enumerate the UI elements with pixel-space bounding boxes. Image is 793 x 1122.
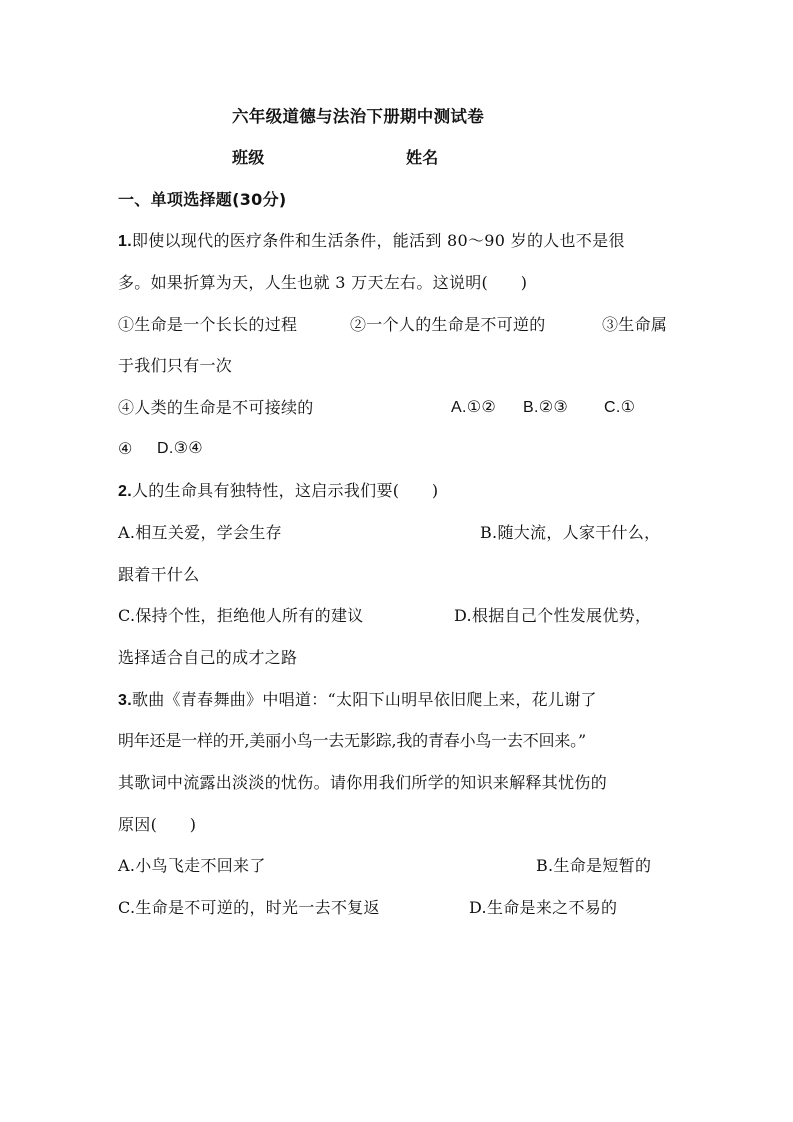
question-1-option-d[interactable]: D.③④ [157, 440, 203, 457]
question-2-option-d-cont[interactable]: 选择适合自己的成才之路 [118, 648, 298, 667]
question-1-statement-3: ③生命属 [602, 315, 668, 334]
question-1-option-a[interactable]: A.①② [451, 399, 497, 416]
question-3-stem-line-1 [118, 688, 597, 712]
question-2-stem [118, 479, 438, 503]
question-3-stem-line-3: 其歌词中流露出淡淡的忧伤。请你用我们所学的知识来解释其忧伤的 [118, 773, 608, 792]
question-2-option-a[interactable]: A.相互关爱，学会生存 [118, 523, 282, 542]
question-3-option-d[interactable]: D.生命是来之不易的 [469, 898, 618, 917]
question-1-statement-3-cont: 于我们只有一次 [118, 356, 233, 375]
section-heading: 一、单项选择题(30分) [118, 190, 287, 209]
question-1-stem-line-2: 多。如果折算为天，人生也就 3 万天左右。这说明( ) [118, 273, 528, 292]
question-2-option-d[interactable]: D.根据自己个性发展优势， [454, 606, 652, 625]
question-2-option-b-cont[interactable]: 跟着干什么 [118, 565, 200, 584]
question-1-statement-2: ②一个人的生命是不可逆的 [350, 315, 546, 334]
question-3-option-a[interactable]: A.小鸟飞走不回来了 [118, 856, 266, 875]
name-label: 姓名 [406, 148, 439, 167]
question-3-option-b[interactable]: B.生命是短暂的 [536, 856, 652, 875]
question-1-stem-text-1: 即使以现代的医疗条件和生活条件，能活到 80～90 岁的人也不是很 [131, 231, 625, 250]
question-1-option-c-cont[interactable]: ④ [118, 439, 133, 458]
question-3-stem-text-1: 歌曲《青春舞曲》中唱道：“太阳下山明早依旧爬上来，花儿谢了 [131, 690, 597, 709]
question-1-number: 1. [118, 233, 132, 250]
question-1-statement-4: ④人类的生命是不可接续的 [118, 398, 314, 417]
question-1-stem-line-1 [118, 229, 625, 253]
question-1-option-c[interactable]: C.① [604, 399, 636, 416]
question-2-option-c[interactable]: C.保持个性，拒绝他人所有的建议 [118, 606, 364, 625]
question-1-option-b[interactable]: B.②③ [523, 399, 569, 416]
question-2-number: 2. [118, 483, 132, 500]
question-2-stem-text: 人的生命具有独特性，这启示我们要( ) [131, 481, 439, 500]
question-2-option-b[interactable]: B.随大流，人家干什么， [480, 523, 661, 542]
question-3-stem-line-4: 原因( ) [118, 815, 197, 834]
question-3-number: 3. [118, 692, 132, 709]
exam-title: 六年级道德与法治下册期中测试卷 [232, 107, 484, 126]
question-3-stem-line-2: 明年还是一样的开,美丽小鸟一去无影踪,我的青春小鸟一去不回来。” [118, 731, 586, 750]
question-1-statement-1: ①生命是一个长长的过程 [118, 315, 298, 334]
question-3-option-c[interactable]: C.生命是不可逆的，时光一去不复返 [118, 898, 380, 917]
class-label: 班级 [232, 148, 265, 167]
